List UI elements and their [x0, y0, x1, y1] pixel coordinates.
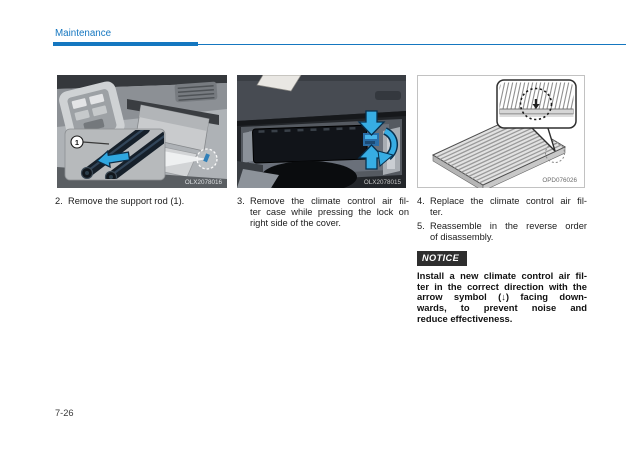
notice-badge: NOTICE: [417, 251, 467, 266]
step-text-line: of disassembly.: [430, 231, 494, 242]
step-item: [55, 196, 231, 207]
notice-body-line: arrow symbol (↓) facing down-: [417, 291, 587, 303]
step-item: [417, 196, 587, 218]
notice-body-line: ter in the correct direction with the: [417, 280, 587, 292]
circled-number-1: [71, 136, 83, 148]
figure-replacement-filter: [417, 75, 585, 188]
step-text-line: Reassemble in the reverse order: [430, 221, 587, 231]
figure-code-label: OLX2078016: [184, 179, 222, 186]
step-number: 4.: [417, 196, 425, 206]
figure-filter-case-removal: [237, 75, 406, 188]
step-item: [417, 221, 587, 243]
notice-body-line: Install a new climate control air fil-: [417, 270, 587, 281]
step-text-line: Remove the support rod (1).: [68, 196, 185, 206]
magnifier-dashed-circle: [197, 149, 217, 169]
filter-cover: [252, 125, 367, 163]
notice-body: [417, 271, 587, 325]
step-text-line: ter.: [430, 206, 443, 217]
page-number: 7-26: [55, 408, 74, 418]
section-title: Maintenance: [55, 28, 112, 39]
step-text-line: ter case while pressing the lock on: [250, 206, 409, 217]
step-number: 5.: [417, 221, 425, 231]
figure-glovebox-support-rod: [57, 75, 227, 188]
step-number: 3.: [237, 196, 245, 206]
header-rule-thick: [53, 42, 198, 46]
step-item: [237, 196, 409, 229]
figure-code-label: OLX2078015: [363, 179, 401, 186]
header-rule-thin: [198, 44, 626, 45]
notice-body-line: reduce effectiveness.: [417, 312, 513, 324]
step-text-line: Replace the climate control air fil-: [430, 196, 587, 206]
step-text-line: right side of the cover.: [250, 217, 341, 228]
step-number: 2.: [55, 196, 63, 206]
step-text-line: Remove the climate control air fil-: [250, 196, 409, 206]
notice-body-line: wards, to prevent noise and: [417, 302, 587, 314]
figure-code-label: OPD076026: [542, 177, 577, 184]
svg-text:1: 1: [74, 137, 80, 147]
air-vent-icon: [174, 82, 217, 103]
support-rod-inset: [65, 128, 167, 183]
